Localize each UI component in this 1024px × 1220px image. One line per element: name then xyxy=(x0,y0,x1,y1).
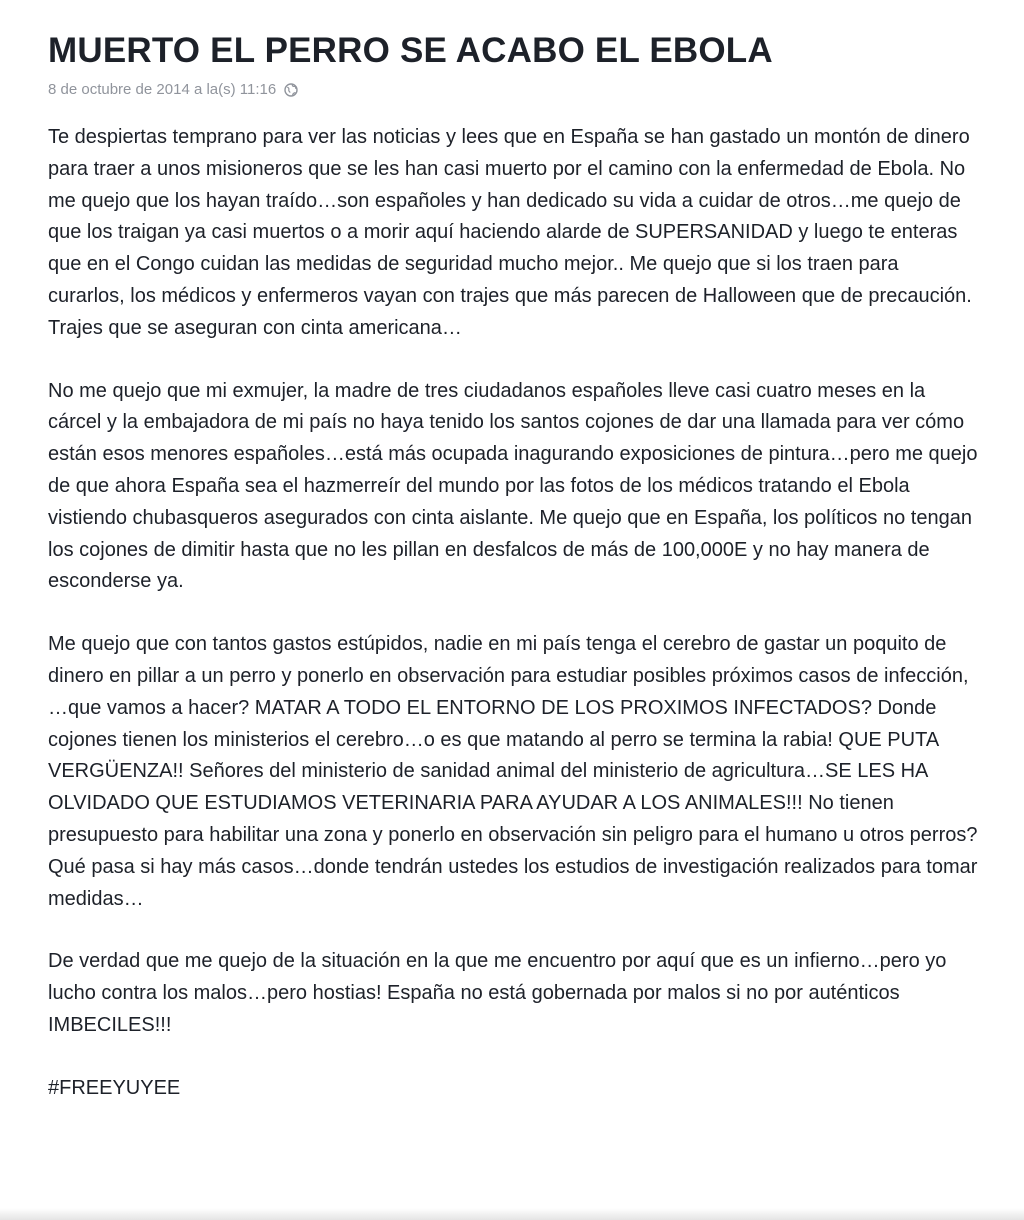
globe-icon[interactable] xyxy=(284,83,298,97)
post-paragraph-4: De verdad que me quejo de la situación en la que me encuentro por aquí que es un infierno…pero yo lucho contra los malos…pero hostias! España no está gobernada por malos si no por auténticos IMBECILES!!! xyxy=(48,950,947,1036)
post-paragraph-2: No me quejo que mi exmujer, la madre de tres ciudadanos españoles lleve casi cuatro meses en la cárcel y la embajadora de mi país no haya tenido los santos cojones de dar una llamada para ver cómo están esos menores españoles…está más ocupada inagurando exposiciones de pintura…pero me quejo de que ahora España sea el hazmerreír del mundo por las fotos de los médicos tratando el Ebola vistiendo chubasqueros asegurados con cinta aislante. Me quejo que en España, los políticos no tengan los cojones de dimitir hasta que no les pillan en desfalcos de más de 100,000E y no hay manera de esconderse ya. xyxy=(48,379,978,593)
post-paragraph-3: Me quejo que con tantos gastos estúpidos, nadie en mi país tenga el cerebro de gastar un poquito de dinero en pillar a un perro y ponerlo en observación para estudiar posibles próximos casos de infección, …que vamos a hacer? MATAR A TODO EL ENTORNO DE LOS PROXIMOS INFECTADOS? Donde cojones tienen los ministerios el cerebro…o es que matando al perro se termina la rabia! QUE PUTA VERGÜENZA!! Señores del ministerio de sanidad animal del ministerio de agricultura…SE LES HA OLVIDADO QUE ESTUDIAMOS VETERINARIA PARA AYUDAR A LOS ANIMALES!!! No tienen presupuesto para habilitar una zona y ponerlo en observación sin peligro para el humano u otros perros? Qué pasa si hay más casos…donde tendrán ustedes los estudios de investigación realizados para tomar medidas… xyxy=(48,633,978,910)
post-title: MUERTO EL PERRO SE ACABO EL EBOLA xyxy=(48,31,773,70)
post-body xyxy=(48,122,978,1105)
note-post xyxy=(48,30,978,1105)
post-paragraph-1: Te despiertas temprano para ver las noticias y lees que en España se han gastado un montón de dinero para traer a unos misioneros que se les han casi muerto por el camino con la enfermedad de Ebola. No me quejo que los hayan traído…son españoles y han dedicado su vida a cuidar de otros…me quejo de que los traigan ya casi muertos o a morir aquí haciendo alarde de SUPERSANIDAD y luego te enteras que en el Congo cuidan las medidas de seguridad mucho mejor.. Me quejo que si los traen para curarlos, los médicos y enfermeros vayan con trajes que más parecen de Halloween que de precaución. Trajes que se aseguran con cinta americana… xyxy=(48,126,972,339)
post-hashtag[interactable]: #FREEYUYEE xyxy=(48,1076,181,1099)
post-meta xyxy=(48,80,978,100)
bottom-edge-shadow xyxy=(0,1208,1024,1220)
post-timestamp[interactable]: 8 de octubre de 2014 a la(s) 11:16 xyxy=(48,81,277,98)
